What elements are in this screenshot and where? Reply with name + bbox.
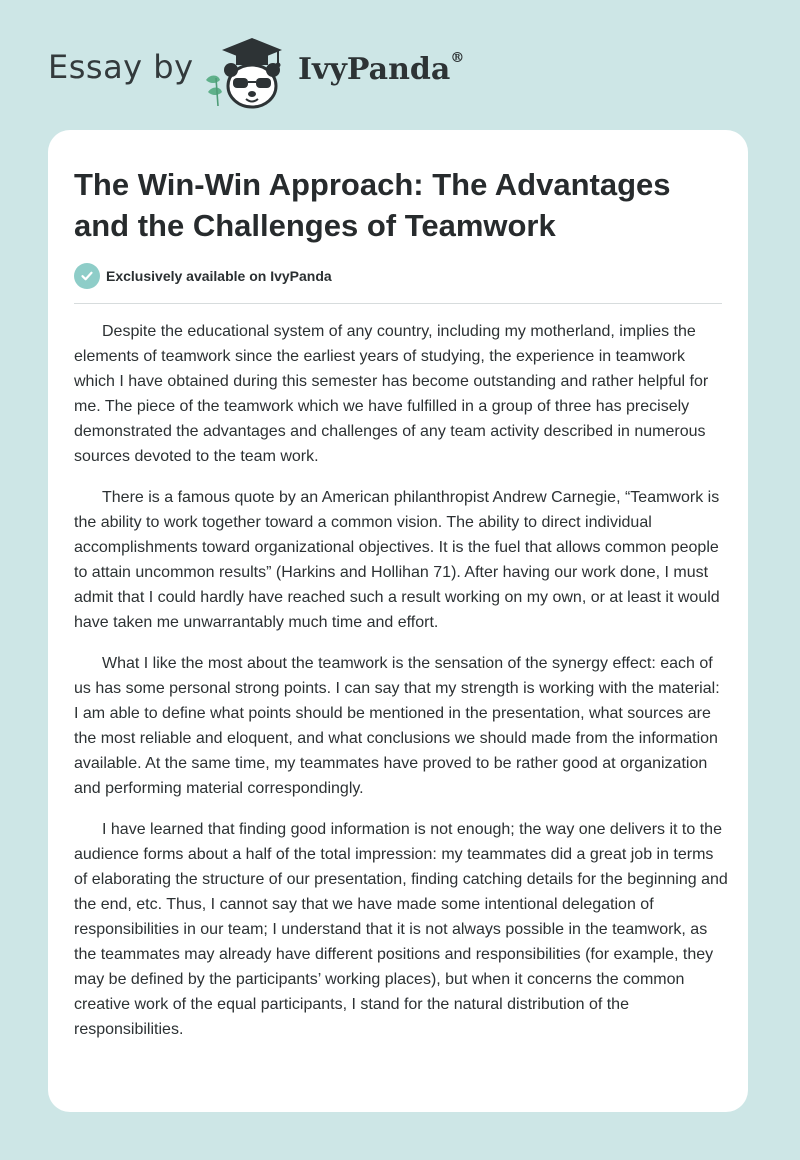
site-header <box>48 34 508 110</box>
exclusive-badge <box>74 263 332 289</box>
registered-mark: ® <box>450 50 465 66</box>
paragraph: Despite the educational system of any country, including my motherland, implies the elements of teamwork since the earliest years of studying, the experience in teamwork which I have obtained during this semester has become outstanding and rather helpful for me. The piece of the teamwork which we have fulfilled in a group of three has precisely demonstrated the advantages and challenges of any team activity described in numerous sources devoted to the team work. <box>74 323 709 465</box>
panda-graduate-icon[interactable] <box>200 34 290 110</box>
paragraph: I have learned that finding good information is not enough; the way one delivers it to the audience forms about a half of the total impression: my teammates did a great job in terms of elaborating the structure of our presentation, finding catching details for the beginning and the end, etc. Thus, I cannot say that we have made some intentional delegation of responsibilities in our team; I understand that it is not always possible in the teamwork, as the teammates may already have different positions and responsibilities (for example, they may be defined by the participants’ working places), but when it concerns the common creative work of the equal participants, I stand for the natural distribution of the responsibilities. <box>74 821 728 1038</box>
essay-by-label: Essay by <box>48 48 194 86</box>
divider <box>74 303 722 304</box>
exclusive-badge-text: Exclusively available on IvyPanda <box>106 268 332 284</box>
essay-title: The Win-Win Approach: The Advantages and the Challenges of Teamwork <box>74 167 671 243</box>
essay-body <box>74 319 728 1058</box>
paragraph: There is a famous quote by an American philanthropist Andrew Carnegie, “Teamwork is the ability to work together toward a common vision. The ability to direct individual accomplishments toward organizational objectives. It is the fuel that allows common people to attain uncommon results” (Harkins and Hollihan 71). After having our work done, I must admit that I could hardly have reached such a result working on my own, or at least it would have taken me unwarrantably much time and effort. <box>74 489 720 631</box>
essay-card <box>48 130 748 1112</box>
paragraph: What I like the most about the teamwork is the sensation of the synergy effect: each of us has some personal strong points. I can say that my strength is working with the material: I am able to define what points should be mentioned in the presentation, what sources are the most reliable and eloquent, and what conclusions we should made from the information available. At the same time, my teammates have proved to be rather good at organization and performing material correspondingly. <box>74 655 720 797</box>
brand-name[interactable]: IvyPanda® <box>298 50 465 87</box>
check-circle-icon <box>74 263 100 289</box>
